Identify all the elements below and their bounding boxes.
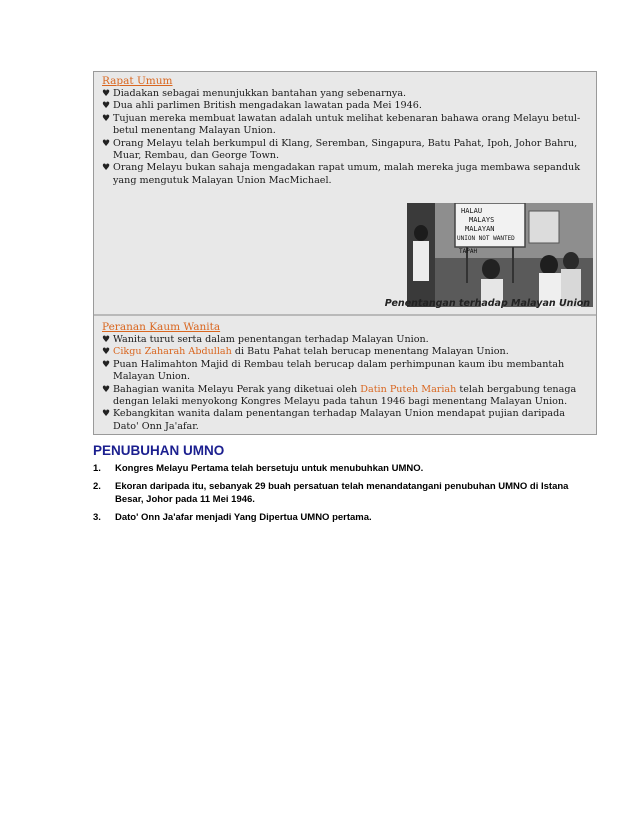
sign-text-4: UNION NOT WANTED	[457, 235, 515, 242]
list-item	[102, 162, 590, 187]
highlighted-name: Cikgu Zaharah Abdullah	[113, 346, 232, 358]
section-heading: PENUBUHAN UMNO	[93, 443, 225, 458]
photo-caption: Penentangan terhadap Malayan Union	[384, 298, 590, 309]
item-number: 3.	[93, 512, 101, 523]
section-title: Peranan Kaum Wanita	[102, 321, 221, 333]
heart-bullet-icon: ♥	[102, 113, 111, 124]
list-item	[102, 88, 590, 100]
bullet-text: Kebangkitan wanita dalam penentangan terhadap Malayan Union mendapat pujian daripada Dato' Onn Ja'afar.	[113, 408, 565, 432]
bullet-text: Dua ahli parlimen British mengadakan lawatan pada Mei 1946.	[113, 100, 422, 112]
item-number: 2.	[93, 481, 101, 492]
section-title: Rapat Umum	[102, 75, 173, 87]
bullet-text: Puan Halimahton Majid di Rembau telah berucap dalam perhimpunan kaum ibu membantah Malayan Union.	[113, 358, 565, 383]
item-text: Ekoran daripada itu, sebanyak 29 buah persatuan telah menandatangani penubuhan UMNO di Istana Besar, Johor pada 11 Mei 1946.	[115, 481, 569, 505]
list-item	[102, 113, 590, 138]
heart-bullet-icon: ♥	[102, 335, 111, 345]
heart-bullet-icon: ♥	[102, 347, 111, 358]
sign-text-2: MALAYS	[469, 216, 495, 224]
heart-bullet-icon: ♥	[102, 163, 111, 174]
bullet-text: telah bergabung tenaga dengan lelaki menyokong Kongres Melayu pada tahun 1946 bagi menentang Malayan Union.	[113, 383, 577, 408]
sign-text-3: MALAYAN	[465, 225, 495, 233]
section-peranan-kaum-wanita	[94, 318, 596, 434]
section-rapat-umum	[94, 72, 596, 316]
heart-bullet-icon: ♥	[102, 409, 111, 420]
scanned-textbook-excerpt	[93, 71, 597, 435]
list-item	[102, 334, 590, 346]
bullet-text: di Batu Pahat telah berucap menentang Malayan Union.	[231, 346, 509, 358]
list-item	[93, 462, 593, 475]
heart-bullet-icon: ♥	[102, 138, 111, 149]
bullet-list	[102, 334, 590, 433]
item-number: 1.	[93, 463, 101, 474]
list-item	[102, 384, 590, 409]
sign-text-5: TAPAH	[459, 248, 478, 255]
item-text: Dato' Onn Ja'afar menjadi Yang Dipertua UMNO pertama.	[115, 512, 372, 523]
protest-photo	[407, 203, 593, 307]
list-item	[102, 100, 590, 112]
item-text: Kongres Melayu Pertama telah bersetuju untuk menubuhkan UMNO.	[115, 463, 424, 474]
list-item	[102, 408, 590, 433]
list-item	[93, 511, 593, 524]
numbered-list	[93, 462, 593, 529]
list-item	[102, 138, 590, 163]
highlighted-name: Datin Puteh Mariah	[360, 383, 457, 395]
heart-bullet-icon: ♥	[102, 384, 111, 395]
sign-text-1: HALAU	[461, 207, 483, 215]
bullet-text: Diadakan sebagai menunjukkan bantahan yang sebenarnya.	[113, 88, 407, 99]
list-item	[93, 480, 593, 506]
bullet-text: Bahagian wanita Melayu Perak yang diketuai oleh	[113, 383, 361, 395]
heart-bullet-icon: ♥	[102, 101, 111, 112]
bullet-text: Wanita turut serta dalam penentangan terhadap Malayan Union.	[113, 334, 429, 345]
list-item	[102, 346, 590, 358]
heart-bullet-icon: ♥	[102, 89, 111, 99]
list-item	[102, 359, 590, 384]
bullet-text: Orang Melayu telah berkumpul di Klang, Seremban, Singapura, Batu Pahat, Ipoh, Johor Bahru, Muar, Rembau, dan George Town.	[113, 137, 578, 162]
heart-bullet-icon: ♥	[102, 359, 111, 370]
bullet-text: Orang Melayu bukan sahaja mengadakan rapat umum, malah mereka juga membawa sepanduk yang mengutuk Malayan Union MacMichael.	[113, 162, 581, 186]
bullet-list	[102, 88, 590, 187]
bullet-text: Tujuan mereka membuat lawatan adalah untuk melihat kebenaran bahawa orang Melayu betul-betul menentang Malayan Union.	[113, 112, 581, 137]
